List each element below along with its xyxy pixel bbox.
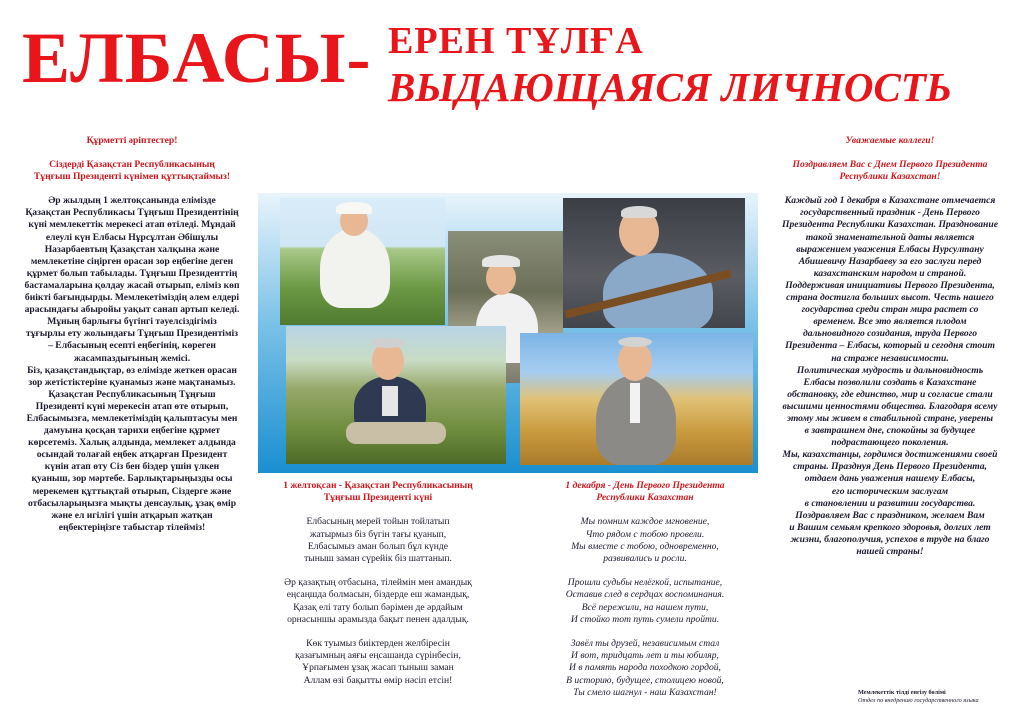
text-line: такой знаменательной даты является [805,231,975,243]
text-line: Что рядом с тобою провели. [585,528,705,540]
text-line: И стойко тот путь сумели пройти. [570,613,720,625]
text-line: қуаныш, зор мәртебе. Барлықтарыңызды осы [31,473,233,485]
text-line: Қазақ елі тату болып бәрімен де әрдайым [293,601,463,613]
text-line: временем. Все это является плодом [813,316,967,328]
poem-kz-stanza-1 [258,516,498,565]
photo-sitting-in-field [286,326,506,464]
text-line: Біз, қазақстандықтар, өз елімізде жеткен орасан [27,364,237,376]
text-line: выражением уважения Елбасы Нурсултану [796,243,984,255]
text-line: зор жетістіктеріне қуанамыз және мақтанамыз. [28,376,236,388]
poem-ru-stanza-3 [520,638,770,699]
poem-ru-heading [520,480,770,504]
text-line: И вот, тридцать лет и ты юбиляр, [571,650,719,662]
text-line: Ұрпағымен ұзақ жасап тыныш заман [302,662,454,674]
text-line: Елбасының мерей тойын тойлатып [306,516,450,528]
left-text-column [14,135,250,534]
text-line: – Елбасының есепті еңбегінің, көреген [48,340,216,352]
photo-seated-in-grass [280,198,445,325]
poem-ru-stanza-1 [520,516,770,565]
text-line: казахстанским народом и страной. [813,267,967,279]
body-ru [768,195,1012,558]
text-line: Поддерживая инициативы Первого Президента, [785,279,995,291]
main-title: ЕЛБАСЫ- [22,18,372,98]
text-line: еңсаңшда болмасын, біздерде еш жамандық, [286,589,470,601]
poem-kz-block [258,480,498,687]
text-line: елеулі күн Елбасы Нұрсұлтан Әбішұлы [45,231,219,243]
text-line: Қазақстан Республикасы Тұңғыш Президентінің [25,207,239,219]
text-line: Президента – Елбасы, который и сегодня стоит [785,340,995,352]
text-line: Республики Казахстан [596,492,694,504]
poem-kz-heading [258,480,498,504]
text-line: жизни, благополучия, успехов в труде на благо [790,533,990,545]
text-line: государства среди стран мира растет со [801,304,979,316]
text-line: Назарбаевтың Қазақстан халқына және [44,243,220,255]
text-line: отбасыларыңызға мықты денсаулық, ұзақ өмір [27,497,237,509]
text-line: Президента Республики Казахстан. Празднование [782,219,998,231]
footer-line-kz: Мемлекеттік тілді енгізу бөлімі [858,689,946,696]
text-line: еңбектеріңізге табыстар тілейміз! [58,521,206,533]
text-line: подрастающего поколения. [831,437,949,449]
greeting-ru: Уважаемые коллеги! [845,135,935,146]
photo-wheat-field [520,333,753,465]
greeting-kz: Құрметті әріптестер! [86,135,178,146]
text-line: Президенті күні мерекесін атап өте отырып, [35,400,229,412]
text-line: құрмет болып табылады. Тұңғыш Президенттің [26,267,238,279]
subtitle-kz: ЕРЕН ТҰЛҒА [388,20,644,62]
text-line: этому мы живем в стабильной стране, уверены [786,412,994,424]
photo-playing-dombra [563,198,745,328]
text-line: В историю, будущее, столицею новой, [566,674,724,686]
text-line: тұғырлы ету жолындағы Тұңғыш Президентіміз [25,328,239,340]
photo-collage [258,193,758,473]
text-line: Поздравляем Вас с Днем Первого Президента [792,159,988,171]
text-line: Елбасы позволили создать в Казахстане [803,376,977,388]
text-line: 1 желтоқсан - Қазақстан Республикасының [283,480,473,491]
text-line: Елбасымыз аман болып бұл күнде [307,540,449,552]
text-line: Әр қазақтың отбасына, тілеймін мен амандық [284,577,472,589]
text-line: нашей страны! [856,546,924,557]
text-line: Мы, казахстанцы, гордимся достижениями своей [782,449,998,461]
text-line: отдаем дань уважения нашему Елбасы, [804,473,976,485]
text-line: Елбасымызға, мемлекетіміздің қалыптасуы мен [26,412,238,424]
subtitle-ru: ВЫДАЮЩАЯСЯ ЛИЧНОСТЬ [388,64,952,110]
text-line: страны. Празднуя День Первого Президента, [793,461,987,473]
text-line: Мұның барлығы бүгінгі тәуелсіздігіміз [47,316,217,328]
text-line: бастамаларына қолдау жасай отырып, еліміз көп [24,279,240,291]
text-line: Поздравляем Вас с праздником, желаем Вам [795,509,985,521]
text-line: Қазақстан Республикасының Тұңғыш [48,388,216,400]
poem-ru-stanza-2 [520,577,770,626]
text-line: жатырмыз біз бүгін тағы қуанып, [309,528,447,540]
right-text-column [768,135,1012,558]
poem-kz-stanza-3 [258,638,498,687]
text-line: және ел игілігі үшін атқарып жатқан [51,509,213,521]
text-line: Тұңғыш Президенті күнімен құттықтаймыз! [33,171,231,183]
poem-kz-stanza-2 [258,577,498,626]
text-line: Прошли судьбы нелёгкой, испытание, [567,577,723,589]
text-line: развивались и росли. [603,553,687,565]
text-line: күні мемлекеттік мерекесі атап өтіледі. Мұндай [28,219,236,231]
text-line: Оставив след в сердцах воспоминания. [565,589,725,601]
text-line: дальновидного созидания, труда Первого [802,328,978,340]
text-line: его историческим заслугам [831,485,949,497]
text-line: Көк туымыз биіктерден желбіресін [306,638,450,650]
text-line: Всё пережили, на нашем пути, [581,601,709,613]
text-line: қазағымның аяғы еңсашанда сүрінбесін, [295,650,461,662]
text-line: мерекемен құттықтай отырып, Сіздерге және [32,485,232,497]
text-line: биікті бағындырды. Мемлекетіміздің әлем елдері [24,292,240,304]
text-line: государственный праздник - День Первого [800,207,980,219]
text-line: көрсетеміз. Халық алдында, мемлекет алдында [28,437,236,449]
text-line: жасампаздығының жемісі. [73,352,191,364]
text-line: высшими ценностями общества. Благодаря всему [782,400,998,412]
text-line: обстановку, где единство, мир и согласие стали [787,388,993,400]
text-line: Ты смело шагнул - наш Казахстан! [573,686,717,698]
text-line: орнасыншы арамызда бақыт пенен адалдық. [287,613,469,625]
text-line: арасындағы абыройы уақыт санап артып келеді. [24,304,240,316]
footer-line-ru: Отдел по внедрению государственного языка [858,697,979,704]
text-line: на страже независимости. [831,352,949,364]
text-line: страна достигла больших высот. Честь нашего [786,292,994,304]
text-line: Әр жылдың 1 желтоқсанында елімізде [48,195,216,207]
text-line: и Вашим семьям крепкого здоровья, долгих лет [789,521,991,533]
congrats-ru [768,159,1012,183]
text-line: Каждый год 1 декабря в Казахстане отмечается [784,195,996,207]
footer-credit [858,689,1018,705]
text-line: Тұңғыш Президенті күні [323,492,433,504]
text-line: Аллам өзі бақытты өмір нәсіп етсін! [303,674,453,686]
text-line: Политическая мудрость и дальновидность [796,364,984,376]
congrats-kz [14,159,250,183]
text-line: Мы вместе с тобою, одновременно, [571,540,719,552]
text-line: күнін атап өту Сіз бен біздер үшін үлкен [44,461,220,473]
text-line: дамуына қосқан тарихи еңбегіне құрмет [43,425,221,437]
text-line: осындай толағай еңбек атқарған Президент [36,449,228,461]
text-line: Абишевичу Назарбаеву за его заслуги перед [798,255,982,267]
text-line: Республики Казахстан! [839,171,941,183]
text-line: мемлекетіне сіңірген орасан зор еңбегіне деген [30,255,234,267]
text-line: Мы помним каждое мгновение, [580,516,710,528]
text-line: И в память народа походкою гордой, [569,662,721,674]
body-kz [14,195,250,534]
poem-ru-block [520,480,770,699]
text-line: 1 декабря - День Первого Президента [565,480,725,491]
text-line: в завтрашнем дне, спокойны за будущее [804,425,976,437]
text-line: Завёл ты друзей, независимым стал [570,638,720,650]
text-line: в становлении и развитии государства. [804,497,976,509]
text-line: тыныш заман сүрейік біз шаттанып. [304,553,452,565]
text-line: Сіздерді Қазақстан Республикасының [49,159,215,171]
